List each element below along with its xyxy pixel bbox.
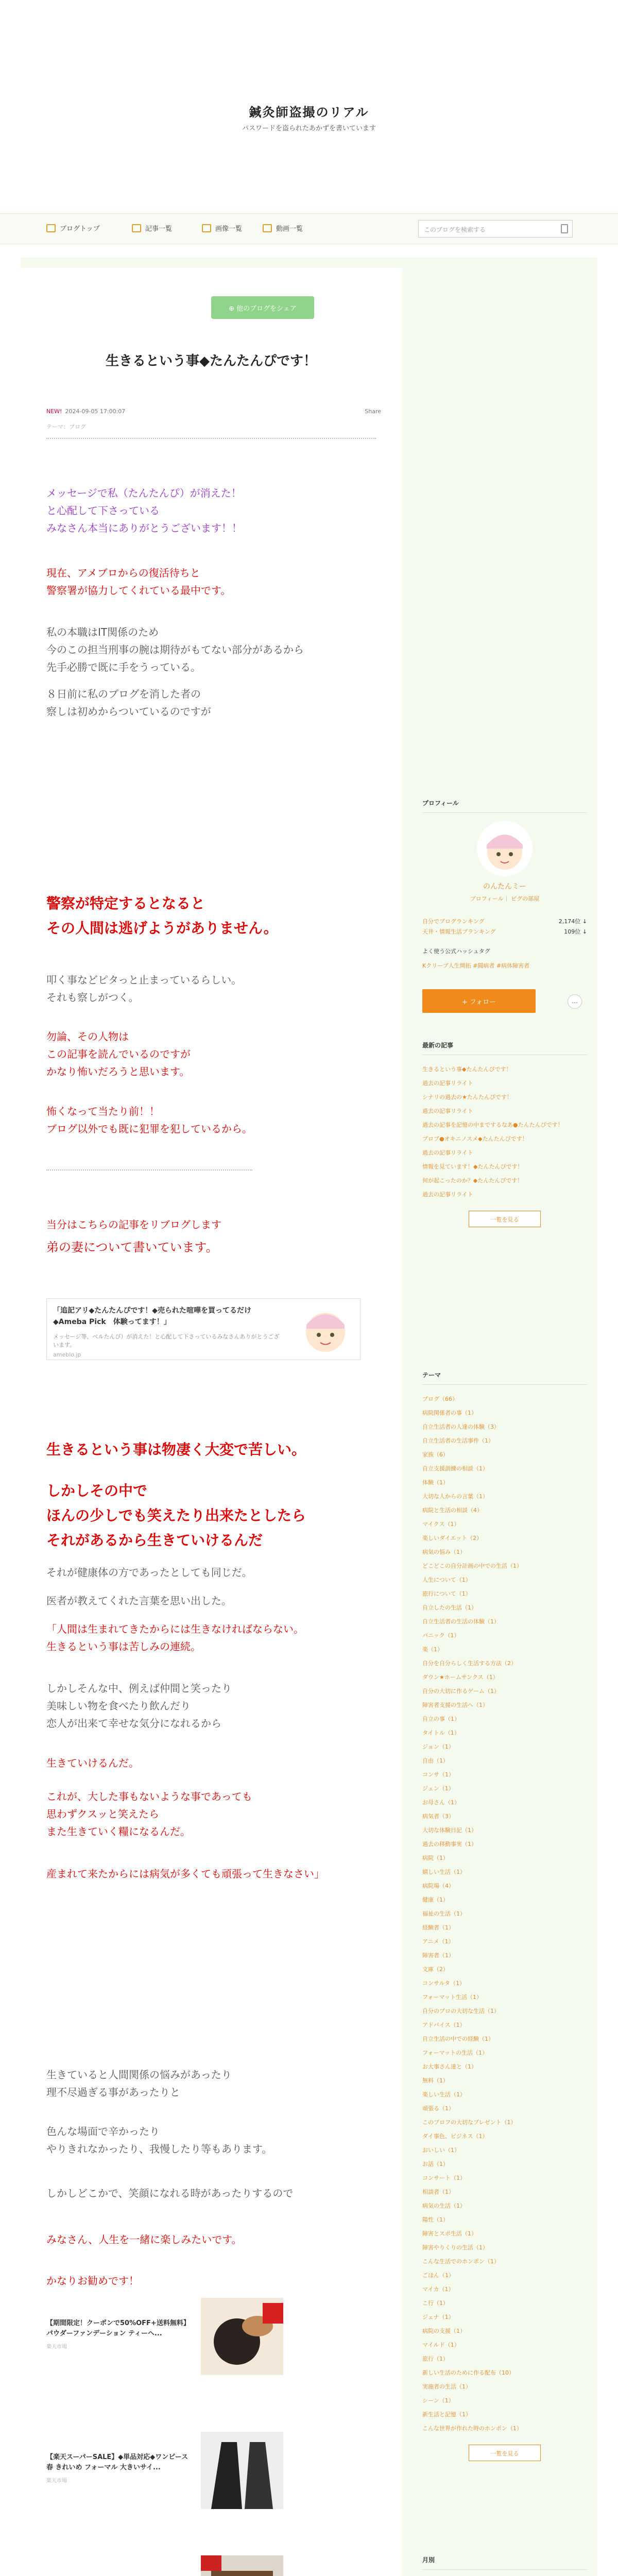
theme-link[interactable]: ジェナ（1） <box>422 2314 454 2320</box>
theme-link[interactable]: ダイ事色、ビジネス（1） <box>422 2133 488 2140</box>
theme-link[interactable]: ジェン（1） <box>422 1785 454 1792</box>
theme-link[interactable]: ジョン（1） <box>422 1743 454 1750</box>
monthly-archive-widget <box>422 2555 587 2576</box>
widget-heading: テーマ <box>422 1370 587 1385</box>
recent-post-link[interactable]: 何が起こったのか？◆たんたんぴです！ <box>422 1177 523 1184</box>
hashtag-links[interactable]: Kクリーブ人生開拓 #闘病者 #病体障害者 <box>422 962 530 969</box>
theme-link[interactable]: 病気者（3） <box>422 1813 454 1820</box>
reblog-thumbnail <box>297 1304 354 1355</box>
reblog-title: 「追記アリ◆たんたんぴです！◆売られた喧嘩を買ってるだけ◆Ameba Pick 体験ってます！」 <box>53 1307 251 1326</box>
recent-post-link[interactable]: 情報を見ています！◆たんたんぴです！ <box>422 1163 523 1170</box>
paragraph: メッセージで私（たんたんぴ）が消えた！ と心配して下さっている みなさん本当にありがとうございます！！ <box>46 487 242 534</box>
theme-link[interactable]: こんな生活でのホンポン（1） <box>422 2258 500 2265</box>
theme-link[interactable]: 楽しい生活（1） <box>422 2091 466 2098</box>
theme-link[interactable]: 実施者の生活（1） <box>422 2383 471 2390</box>
theme-link[interactable]: 自立したの生活（1） <box>422 1604 477 1611</box>
post-title: 生きるという事◆たんたんぴです！ <box>106 353 317 369</box>
image-icon <box>202 224 211 232</box>
theme-link[interactable]: 家族（6） <box>422 1451 449 1458</box>
theme-link[interactable]: 病院と生活の相談（4） <box>422 1507 483 1514</box>
share-link[interactable]: Share <box>365 408 381 415</box>
post-meta <box>46 408 125 415</box>
theme-link[interactable]: 体験（1） <box>422 1479 449 1486</box>
theme-link[interactable]: 嬉しい生活（1） <box>422 1869 466 1875</box>
profile-links[interactable]: プロフィール｜ ピグの部屋 <box>470 895 540 902</box>
theme-link[interactable]: 楽（1） <box>422 1646 443 1653</box>
theme-link[interactable]: フォーマット生活（1） <box>422 1994 483 2001</box>
paragraph: みなさん、人生を一緒に楽しみたいです。 <box>46 2233 242 2246</box>
recent-post-link[interactable]: 過去の記事リライト <box>422 1080 473 1087</box>
nav-label: 記事一覧 <box>145 225 173 233</box>
paragraph: 叩く事などピタっと止まっているらしい。 それも察しがつく。 <box>46 974 242 1004</box>
theme-link[interactable]: ブログ（66） <box>422 1396 458 1402</box>
content-wrapper <box>21 258 597 2576</box>
themes-more-button[interactable]: 一覧を見る <box>469 2445 541 2461</box>
recent-post-link[interactable]: 過去の記事リライト <box>422 1191 473 1198</box>
theme-link[interactable]: 新しい生活のために作る配布（10） <box>422 2369 514 2376</box>
theme-link[interactable]: コンサート（1） <box>422 2175 466 2181</box>
paragraph: 医者が教えてくれた言葉を思い出した。 <box>46 1595 232 1607</box>
profile-widget <box>422 799 587 970</box>
hashtag-heading: よく使う公式ハッシュタグ <box>422 948 490 955</box>
theme-link[interactable]: どこどこの自分計画の中での生活（1） <box>422 1563 522 1569</box>
product-source: 楽天市場 <box>46 2344 67 2350</box>
nav-label: 画像一覧 <box>215 225 243 233</box>
theme-link[interactable]: 自分のブロの大切な生活（1） <box>422 2008 500 2014</box>
theme-link[interactable]: 過去の移動事実（1） <box>422 1841 477 1848</box>
theme-link[interactable]: フォーマットの生活（1） <box>422 2049 488 2056</box>
theme-link[interactable]: 福祉の生活（1） <box>422 1910 466 1917</box>
product-source: 楽天市場 <box>46 2478 67 2484</box>
theme-link[interactable]: 人生について（1） <box>422 1577 471 1583</box>
theme-link[interactable]: 病気の悩み（1） <box>422 1549 466 1555</box>
theme-link[interactable]: 障害者支援の生活へ（1） <box>422 1702 488 1708</box>
follow-button[interactable]: + フォロー <box>422 989 536 1013</box>
theme-link[interactable]: ダウン★ホームサンクス（1） <box>422 1674 499 1681</box>
new-badge: NEW! <box>46 408 62 415</box>
nav-label: ブログトップ <box>60 225 100 233</box>
theme-link[interactable]: 障害者（1） <box>422 1952 454 1959</box>
theme-link[interactable]: 病院関係者の事（1） <box>422 1410 477 1416</box>
theme-link[interactable]: 頑張る（1） <box>422 2105 454 2112</box>
recent-more-button[interactable]: 一覧を見る <box>469 1211 541 1227</box>
divider <box>46 438 376 439</box>
theme-link[interactable]: このプロフの大切なプレゼント（1） <box>422 2119 517 2126</box>
post-date: 2024-09-05 17:00:07 <box>65 408 126 415</box>
product-image <box>201 2298 283 2375</box>
theme-link[interactable]: 相談者（1） <box>422 2189 454 2195</box>
nav-blog-top[interactable] <box>46 223 100 233</box>
theme-link[interactable]: 病院場（4） <box>422 1883 454 1889</box>
paragraph: 当分はこちらの記事をリブログします <box>46 1218 221 1231</box>
more-options-button[interactable]: … <box>568 994 582 1009</box>
paragraph: 私の本職はIT関係のため 今のこの担当刑事の腕は期待がもてない部分があるから 先手必勝で既に手をうっている。 <box>46 626 304 673</box>
theme-link[interactable]: アドバイス（1） <box>422 2022 466 2028</box>
theme-link[interactable]: 陽性（1） <box>422 2216 449 2223</box>
recent-post-link[interactable]: 過去の記事リライト <box>422 1149 473 1156</box>
paragraph: しかしどこかで、笑顔になれる時があったりするので <box>46 2187 294 2199</box>
nav-articles[interactable] <box>132 223 172 233</box>
paragraph: しかしそんな中、例えば仲間と笑ったり 美味しい物を食べたり飲んだり 恋人が出来て幸せな気分になれるから <box>46 1682 232 1730</box>
recent-post-link[interactable]: 過去の記事リライト <box>422 1108 473 1114</box>
paragraph: 怖くなって当たり前！！ ブログ以外でも既に犯罪を犯しているから。 <box>46 1105 252 1135</box>
recent-post-link[interactable]: 生きるという事◆たんたんぴです！ <box>422 1066 512 1073</box>
theme-link[interactable]: こんな世界が作れた時のホンポン（1） <box>422 2425 522 2432</box>
ranking-row[interactable]: 天井・情報生活ブランキング 109位 ↓ <box>422 928 587 935</box>
search-input[interactable] <box>418 220 573 238</box>
paragraph: しかしその中で ほんの少しでも笑えたり出来たとしたら それがあるから生きていけるんだ <box>46 1482 306 1549</box>
theme-link[interactable]: お大事さん達と（1） <box>422 2063 477 2070</box>
theme-link[interactable]: 新生活と記憶（1） <box>422 2411 471 2418</box>
reblog-card[interactable] <box>46 1298 360 1360</box>
video-icon <box>263 224 272 232</box>
paragraph: 生きていると人間関係の悩みがあったり 理不尽過ぎる事があったりと <box>46 2069 232 2098</box>
product-title: 【楽天スーパーSALE】◆単品対応◆ワンピース 春 きれいめ フォーマル 大きいサイ... <box>46 2453 188 2471</box>
theme-link[interactable]: 障害とスポ生活（1） <box>422 2230 477 2237</box>
paragraph: かなりお勧めです！ <box>46 2275 139 2287</box>
theme-link[interactable]: 文庫（2） <box>422 1966 449 1973</box>
nav-videos[interactable] <box>263 223 303 233</box>
paragraph: 現在、アメブロからの復活待ちと 警察署が協力してくれている最中です。 <box>46 567 231 597</box>
paragraph: 産まれて来たからには病気が多くても頑張って生きなさい」 <box>46 1868 324 1880</box>
site-header <box>0 0 618 206</box>
paragraph: 生きていけるんだ。 <box>46 1757 139 1769</box>
theme-link[interactable]: アニメ（1） <box>422 1938 454 1945</box>
theme-link[interactable]: パニック（1） <box>422 1632 460 1639</box>
theme-link[interactable]: 自立生活の中での経験（1） <box>422 2036 494 2042</box>
list-icon <box>132 224 141 232</box>
recent-posts-widget <box>422 1041 587 1227</box>
search-placeholder: このブログを検索する <box>424 226 486 233</box>
theme-link[interactable]: コンサルタ（1） <box>422 1980 466 1987</box>
divider <box>46 1170 252 1171</box>
theme-link[interactable]: 大切な体験日記（1） <box>422 1827 477 1834</box>
product-card[interactable] <box>46 2432 283 2509</box>
theme-link[interactable]: タイトル（1） <box>422 1730 460 1736</box>
widget-heading: 月別 <box>422 2555 587 2570</box>
theme-link[interactable]: シーン（1） <box>422 2397 454 2404</box>
theme-link[interactable]: 楽しいダイエット（2） <box>422 1535 483 1541</box>
theme-link[interactable]: 自立の事（1） <box>422 1716 460 1722</box>
theme-link[interactable]: おいしい（1） <box>422 2147 460 2154</box>
paragraph: それが健康体の方であったとしても同じだ。 <box>46 1566 252 1579</box>
theme-link[interactable]: 無料（1） <box>422 2077 449 2084</box>
theme-link[interactable]: コンサ（1） <box>422 1771 454 1778</box>
theme-link[interactable]: 経験者（1） <box>422 1924 454 1931</box>
theme-link[interactable]: お母さん（1） <box>422 1799 460 1806</box>
theme-link[interactable]: 自分の大切に作るゲーム（1） <box>422 1688 500 1694</box>
recent-post-link[interactable]: ブロブ●オキニノスメ◆たんたんぴです！ <box>422 1136 528 1142</box>
paragraph: 色んな場面で辛かったり やりきれなかったり、我慢したり等もあります。 <box>46 2125 272 2155</box>
theme-link[interactable]: 病院の支援（1） <box>422 2328 466 2334</box>
paragraph: ８日前に私のブログを消した者の 察しは初めからついているのですが <box>46 688 211 718</box>
theme-link[interactable]: 健康（1） <box>422 1896 449 1903</box>
paragraph: 生きるという事は物凄く大変で苦しい。 <box>46 1441 306 1458</box>
sidebar <box>412 268 597 2576</box>
theme-link[interactable]: 自立生活者の人達の体験（3） <box>422 1423 500 1430</box>
nav-images[interactable] <box>202 223 242 233</box>
home-icon <box>46 224 56 232</box>
theme-link[interactable]: マイカ（1） <box>422 2286 454 2293</box>
product-title: 【期間限定！クーポンで50%OFF+送料無料】パウダーファンデーション ティーヘ... <box>46 2319 190 2337</box>
product-image <box>201 2432 283 2509</box>
theme-link[interactable]: 自立生活者の生活事件（1） <box>422 1437 494 1444</box>
theme-link[interactable]: マイルド（1） <box>422 2342 460 2348</box>
theme-link[interactable]: ごほん（1） <box>422 2272 454 2279</box>
nav-label: 動画一覧 <box>276 225 303 233</box>
theme-link[interactable]: こ行（1） <box>422 2300 449 2307</box>
reblog-description: メッセージ等、ベルたんぴ）が消えた！と心配して下さっているみなさんありがとうございます。 <box>53 1333 280 1348</box>
theme-link[interactable]: 自立支援訓練の相談（1） <box>422 1465 488 1472</box>
widget-heading: 最新の記事 <box>422 1041 587 1055</box>
avatar[interactable] <box>476 820 533 877</box>
paragraph: これが、大した事もないような事であっても 思わずクスッと笑えたら また生きていく糧になるんだ。 <box>46 1790 252 1838</box>
theme-link[interactable]: 自分を自分らしく生活する方法（2） <box>422 1660 517 1667</box>
theme-link[interactable]: 自立生活者の生活の体験（1） <box>422 1618 500 1625</box>
post-theme[interactable]: テーマ：ブログ <box>46 423 86 430</box>
recent-post-link[interactable]: シナリの過去の★たんたんぴです！ <box>422 1094 512 1100</box>
theme-link[interactable]: 旅行（1） <box>422 2355 449 2362</box>
share-blog-button[interactable]: ⊕ 他のブログをシェア <box>211 296 314 319</box>
site-description: パスワードを盗られたあかずを書いています <box>242 125 376 132</box>
article <box>21 268 402 2576</box>
theme-link[interactable]: 障害やりくりの生活（1） <box>422 2244 488 2251</box>
theme-link[interactable]: 病気の生活（1） <box>422 2202 466 2209</box>
paragraph: 弟の妻について書いています。 <box>46 1240 218 1255</box>
site-title[interactable]: 鍼灸師盗撮のリアル <box>249 105 369 120</box>
recent-post-link[interactable]: 過去の記事を記憶の中までするなあ●たんたんぴです！ <box>422 1122 563 1128</box>
theme-link[interactable]: 病院（1） <box>422 1855 449 1861</box>
paragraph: 「人間は生まれてきたからには生きなければならない。 生きるという事は苦しみの連続。 <box>46 1623 304 1653</box>
theme-link[interactable]: 自由（1） <box>422 1757 449 1764</box>
product-image <box>201 2555 283 2576</box>
theme-link[interactable]: 大切な人からの言葉（1） <box>422 1493 488 1500</box>
search-icon[interactable] <box>561 224 568 233</box>
reblog-source: ameblo.jp <box>53 1351 81 1358</box>
paragraph: 勿論、その人物は この記事を読んでいるのですが かなり怖いだろうと思います。 <box>46 1030 191 1078</box>
theme-link[interactable]: お話（1） <box>422 2161 449 2167</box>
theme-link[interactable]: マイクス（1） <box>422 1521 460 1528</box>
theme-list <box>422 1392 587 2435</box>
product-card[interactable] <box>46 2555 283 2576</box>
global-nav <box>0 213 618 244</box>
ranking-row[interactable]: 自分でブログランキング 2,174位 ↓ <box>422 918 587 925</box>
widget-heading: プロフィール <box>422 799 587 813</box>
theme-link[interactable]: 旅行について（1） <box>422 1590 471 1597</box>
themes-widget <box>422 1370 587 2461</box>
paragraph: 警察が特定するとなると その人間は逃げようがありません。 <box>46 895 278 937</box>
product-card[interactable] <box>46 2298 283 2375</box>
profile-name[interactable]: のんたんミー <box>483 883 526 891</box>
